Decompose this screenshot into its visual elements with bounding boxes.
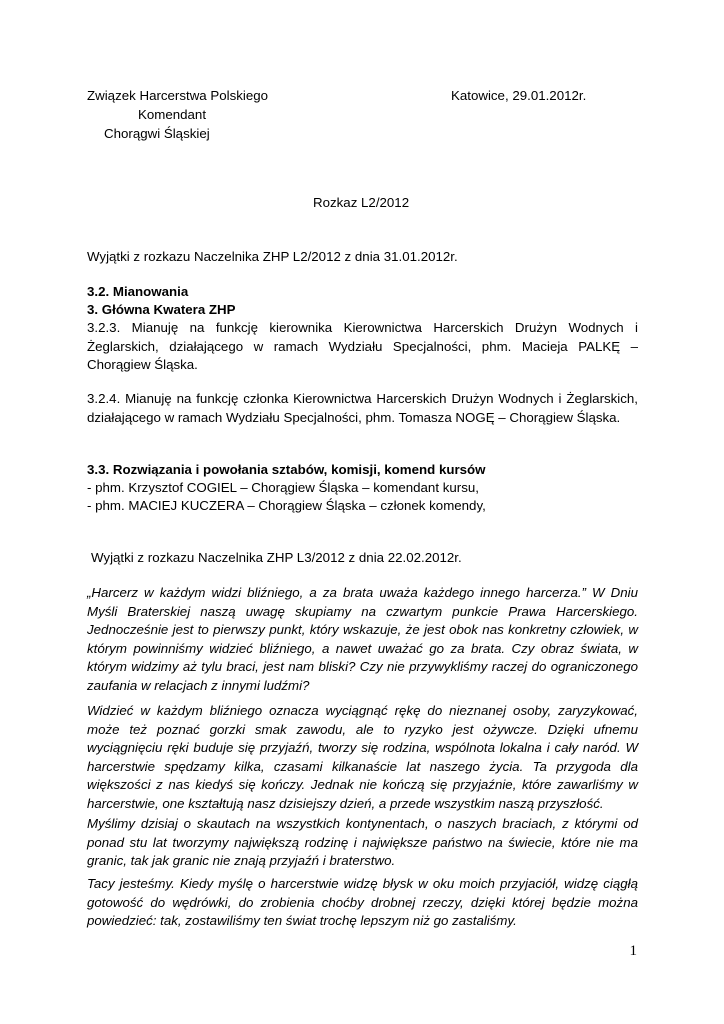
excerpt1-intro: Wyjątki z rozkazu Naczelnika ZHP L2/2012 z dnia 31.01.2012r. <box>87 249 458 264</box>
org-name: Związek Harcerstwa Polskiego <box>87 88 269 103</box>
org-role: Komendant <box>138 107 207 122</box>
appointment-entry: - phm. Krzysztof COGIEL – Chorągiew Śląska – komendant kursu, <box>87 480 479 495</box>
quote-paragraph: Tacy jesteśmy. Kiedy myślę o harcerstwie widzę błysk w oku moich przyjaciół, widzę ciągłą gotowość do wędrówki, do zrobienia choćby drobnej rzeczy, dzięki której będzie można powiedzieć: tak, zostawiliśmy ten świat trochę lepszym niż go zastaliśmy. <box>87 876 638 928</box>
quote-paragraph: Widzieć w każdym bliźniego oznacza wyciągnąć rękę do nieznanej osoby, zaryzykować, może też poznać gorzki smak zawodu, ale to ryzyko jest ożywcze. Dzięki ufnemu wyciągnięciu ręki buduje się przyjaźń, tworzy się rodzina, wspólnota lokalna i cały naród. W harcerstwie spędzamy kilka, czasami kilkanaście lat naszego życia. Ta przygoda dla większości z nas kiedyś się kończy. Jednak nie kończą się przyjaźnie, które zawarliśmy w harcerstwie, one kształtują nasz dzisiejszy dzień, a przede wszystkim naszą przyszłość. <box>87 703 638 811</box>
place-date: Katowice, 29.01.2012r. <box>451 88 587 103</box>
org-unit: Chorągwi Śląskiej <box>104 126 210 141</box>
appointment-entry: - phm. MACIEJ KUCZERA – Chorągiew Śląska – członek komendy, <box>87 498 486 513</box>
section-heading: 3.2. Mianowania <box>87 284 189 299</box>
order-title: Rozkaz L2/2012 <box>313 195 410 210</box>
section-3-3-heading: 3.3. Rozwiązania i powołania sztabów, komisji, komend kursów <box>87 462 486 477</box>
quote-paragraph: Myślimy dzisiaj o skautach na wszystkich kontynentach, o naszych braciach, z którymi od ponad stu lat tworzymy największą rodzinę i największe państwo na świecie, które nie ma granic, tak jak granic nie znają przyjaźń i braterstwo. <box>87 816 638 868</box>
item-3-2-4: 3.2.4. Mianuję na funkcję członka Kierownictwa Harcerskich Drużyn Wodnych i Żeglarskich, działającego w ramach Wydziału Specjalności, phm. Tomasza NOGĘ – Chorągiew Śląska. <box>87 391 638 425</box>
item-3-2-3: 3.2.3. Mianuję na funkcję kierownika Kierownictwa Harcerskich Drużyn Wodnych i Żeglarskich, działającego w ramach Wydziału Specjalności, phm. Macieja PALKĘ – Chorągiew Śląska. <box>87 320 638 372</box>
page-number: 1 <box>629 943 637 959</box>
excerpt2-intro: Wyjątki z rozkazu Naczelnika ZHP L3/2012 z dnia 22.02.2012r. <box>91 550 462 565</box>
quote-paragraph: „Harcerz w każdym widzi bliźniego, a za brata uważa każdego innego harcerza.” W Dniu Myśli Braterskiej naszą uwagę skupiamy na czwartym punkcie Prawa Harcerskiego. Jednocześnie jest to pierwszy punkt, który wskazuje, że jest obok nas konkretny człowiek, w którym powinniśmy widzieć bliźniego, a nawet uważać go za brata. Czy obraz świata, w którym widzimy aż tylu braci, jest nam bliski? Czy nie przywykliśmy raczej do ograniczonego zaufania w relacjach z innymi ludźmi? <box>87 585 638 693</box>
subsection-heading: 3. Główna Kwatera ZHP <box>87 302 236 317</box>
